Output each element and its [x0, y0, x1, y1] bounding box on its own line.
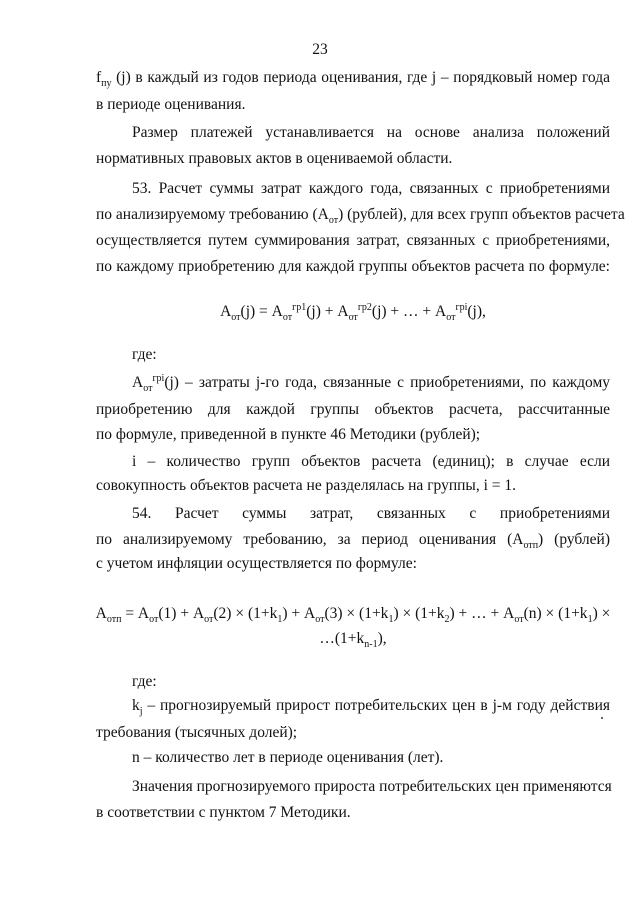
text-line: приобретению для каждой группы объектов расчета, рассчитанные [96, 401, 610, 418]
text-line: по анализируемому требованию $(A_{от})$ (рублей), для всех групп объектов расчета [96, 206, 625, 227]
text-line: в периоде оценивания. [96, 96, 246, 113]
text-line: требования (тысячных долей); [96, 724, 298, 741]
text-line: с учетом инфляции осуществляется по формуле: [96, 555, 417, 572]
formula-2-line-1: $A_{отп} = A_{от}(1) + A_{от}(2) \times (1+k_1) + A_{от}(3) \times (1+k_1) \times (1+k_2)$ + … + $A_{от}(n) \times (1+k_1)$ × [95, 605, 611, 626]
text-line: по формуле, приведенной в пункте 46 Методики (рублей); [96, 426, 481, 443]
text-line: совокупность объектов расчета не разделялась на группы, i = 1. [96, 477, 517, 494]
text-line: 53. Расчет суммы затрат каждого года, связанных с приобретениями [132, 180, 610, 197]
text-line: i – количество групп объектов расчета (единиц); в случае если [132, 453, 610, 470]
scan-speck [601, 717, 603, 719]
text-line: где: [132, 673, 157, 690]
text-line: нормативных правовых актов в оцениваемой области. [96, 150, 453, 167]
text-line: $A_{от}^{грi}(j)$ – затраты j-го года, связанные с приобретениями, по каждому [132, 372, 610, 395]
formula-1: $A_{от}(j) = A_{от}^{гр1}(j) + A_{от}^{гр2}(j)$ + … + $A_{от}^{грi}(j)$, [220, 301, 486, 324]
text-line: по каждому приобретению для каждой группы объектов расчета по формуле: [96, 258, 610, 275]
text-line: Значения прогнозируемого прироста потребительских цен применяются [132, 778, 612, 795]
text-line: n – количество лет в периоде оценивания (лет). [132, 749, 444, 766]
text-line: $f_{пу}$ (j) в каждый из годов периода оценивания, где j – порядковый номер года [96, 69, 610, 90]
page-number: 23 [312, 41, 328, 58]
text-line: в соответствии с пунктом 7 Методики. [96, 804, 351, 821]
text-line: Размер платежей устанавливается на основе анализа положений [132, 124, 610, 141]
text-line: где: [132, 346, 157, 363]
formula-2-line-2: $\dots(1+k_{n-1})$, [319, 630, 387, 651]
text-line: $k_j$ – прогнозируемый прирост потребительских цен в j-м году действия [132, 697, 610, 718]
text-line: по анализируемому требованию, за период оценивания $(A_{отп})$ (рублей) [96, 531, 610, 552]
text-line: осуществляется путем суммирования затрат, связанных с приобретениями, [96, 232, 610, 249]
text-line: 54. Расчет суммы затрат, связанных с приобретениями [132, 505, 610, 522]
